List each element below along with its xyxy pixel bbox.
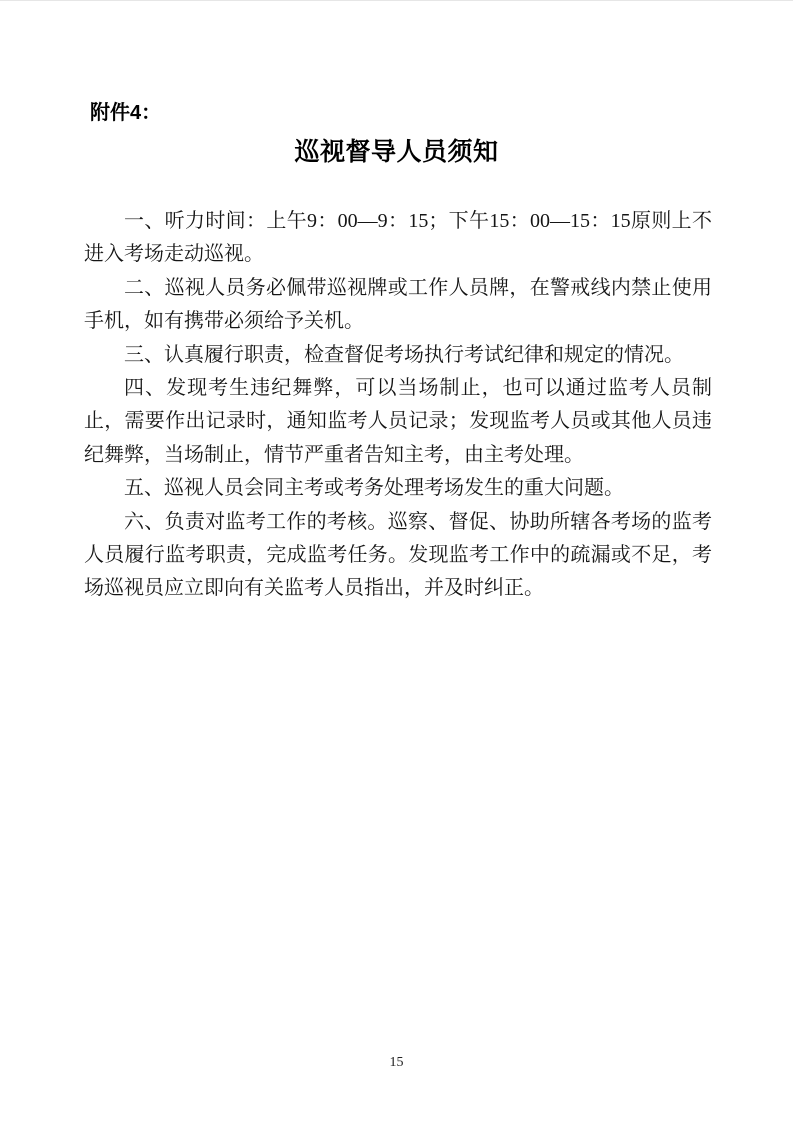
paragraph-6: 六、负责对监考工作的考核。巡察、督促、协助所辖各考场的监考人员履行监考职责，完成监考任务。发现监考工作中的疏漏或不足，考场巡视员应立即向有关监考人员指出，并及时纠正。 xyxy=(84,510,712,600)
attachment-label: 附件4： xyxy=(90,102,162,124)
paragraph-4: 四、发现考生违纪舞弊，可以当场制止，也可以通过监考人员制止，需要作出记录时，通知监考人员记录；发现监考人员或其他人员违纪舞弊，当场制止，情节严重者告知主考，由主考处理。 xyxy=(84,377,712,466)
document-body xyxy=(84,205,712,606)
paragraph-1: 一、听力时间：上午9：00—9：15；下午15：00—15：15原则上不进入考场走动巡视。 xyxy=(84,210,712,266)
paragraph-2: 二、巡视人员务必佩带巡视牌或工作人员牌，在警戒线内禁止使用手机，如有携带必须给予关机。 xyxy=(84,276,712,333)
page-number: 15 xyxy=(389,1055,404,1070)
paragraph-3: 三、认真履行职责，检查督促考场执行考试纪律和规定的情况。 xyxy=(124,343,684,366)
paragraph-5: 五、巡视人员会同主考或考务处理考场发生的重大问题。 xyxy=(124,477,624,500)
page-title: 巡视督导人员须知 xyxy=(294,138,499,166)
